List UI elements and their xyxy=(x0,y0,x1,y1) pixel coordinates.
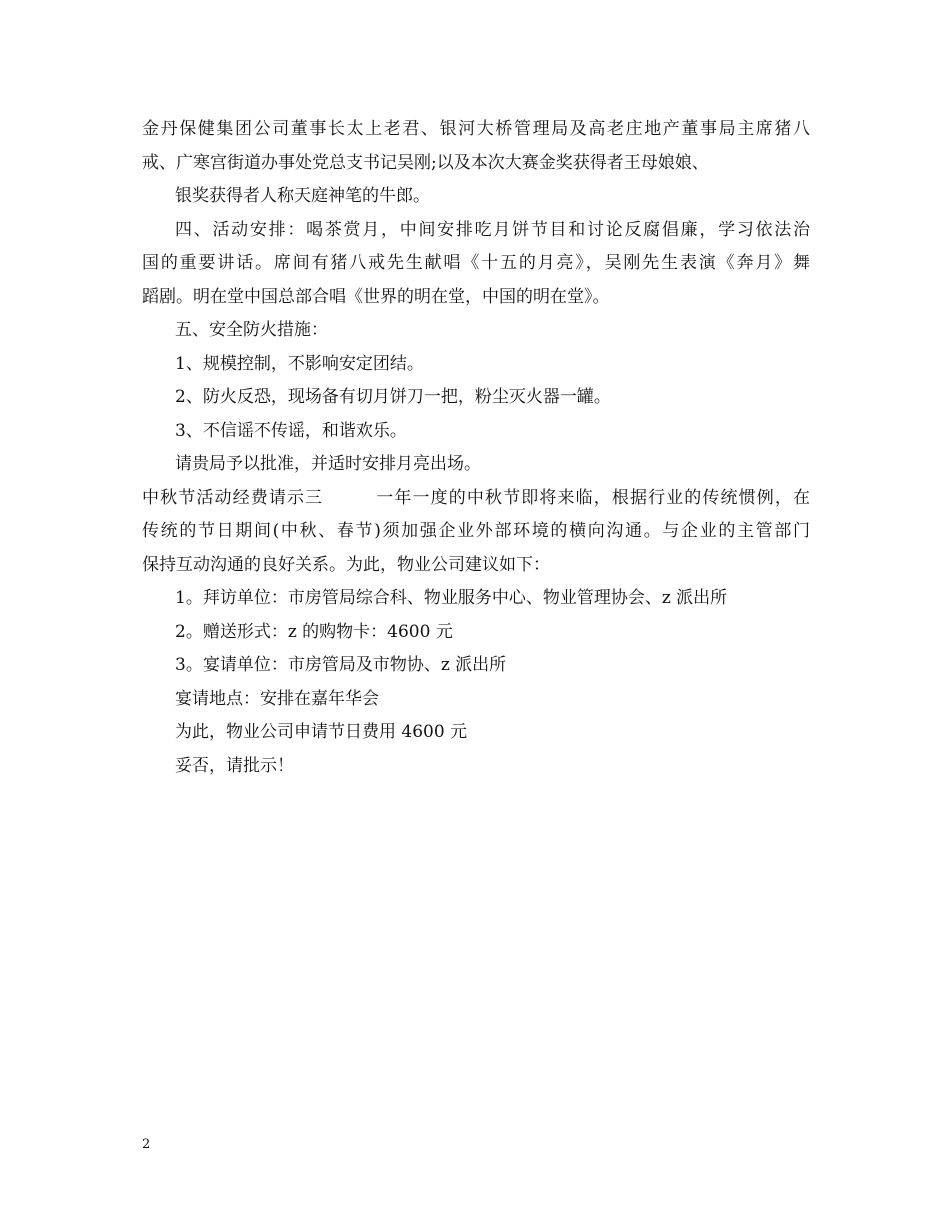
section-title-line xyxy=(142,482,810,516)
paragraph-line-2: 戒、广寒宫街道办事处党总支书记吴刚;以及本次大赛金奖获得者王母娘娘、 xyxy=(142,152,709,173)
document-body xyxy=(142,113,810,783)
banquet-location-line: 宴请地点：安排在嘉年华会 xyxy=(175,688,379,709)
section-intro: 一年一度的中秋节即将来临，根据行业的传统惯例，在 xyxy=(375,487,811,508)
banquet-units-line: 3。宴请单位：市房管局及市物协、z 派出所 xyxy=(175,655,507,675)
approval-request-line: 请贵局予以批准，并适时安排月亮出场。 xyxy=(175,454,481,474)
paragraph-line-3: 银奖获得者人称天庭神笔的牛郎。 xyxy=(175,186,430,206)
safety-measures-heading: 五、安全防火措施： xyxy=(175,320,328,340)
expense-request-line: 为此，物业公司申请节日费用 4600 元 xyxy=(175,722,468,742)
gift-form-line: 2。赠送形式：z 的购物卡：4600 元 xyxy=(175,621,453,642)
activity-arrangement-line-1: 四、活动安排：喝茶赏月，中间安排吃月饼节目和讨论反腐倡廉，学习依法治 xyxy=(175,219,810,240)
safety-measure-1: 1、规模控制，不影响安定团结。 xyxy=(175,353,424,374)
section-line-1: 传统的节日期间(中秋、春节)须加强企业外部环境的横向沟通。与企业的主管部门 xyxy=(142,521,810,541)
safety-measure-2: 2、防火反恐，现场备有切月饼刀一把，粉尘灭火器一罐。 xyxy=(175,387,611,407)
activity-arrangement-line-2: 国的重要讲话。席间有猪八戒先生献唱《十五的月亮》，吴刚先生表演《奔月》舞 xyxy=(142,253,810,273)
page-number: 2 xyxy=(142,1137,151,1152)
approval-line: 妥否，请批示！ xyxy=(175,755,294,776)
section-title: 中秋节活动经费请示三 xyxy=(142,487,324,508)
activity-arrangement-line-3: 蹈剧。明在堂中国总部合唱《世界的明在堂，中国的明在堂》。 xyxy=(142,286,610,307)
visit-units-line: 1。拜访单位：市房管局综合科、物业服务中心、物业管理协会、z 派出所 xyxy=(175,588,728,608)
paragraph-line-1: 金丹保健集团公司董事长太上老君、银河大桥管理局及高老庄地产董事局主席猪八 xyxy=(142,119,810,139)
section-line-2: 保持互动沟通的良好关系。为此，物业公司建议如下： xyxy=(142,554,550,575)
safety-measure-3: 3、不信谣不传谣，和谐欢乐。 xyxy=(175,420,407,441)
